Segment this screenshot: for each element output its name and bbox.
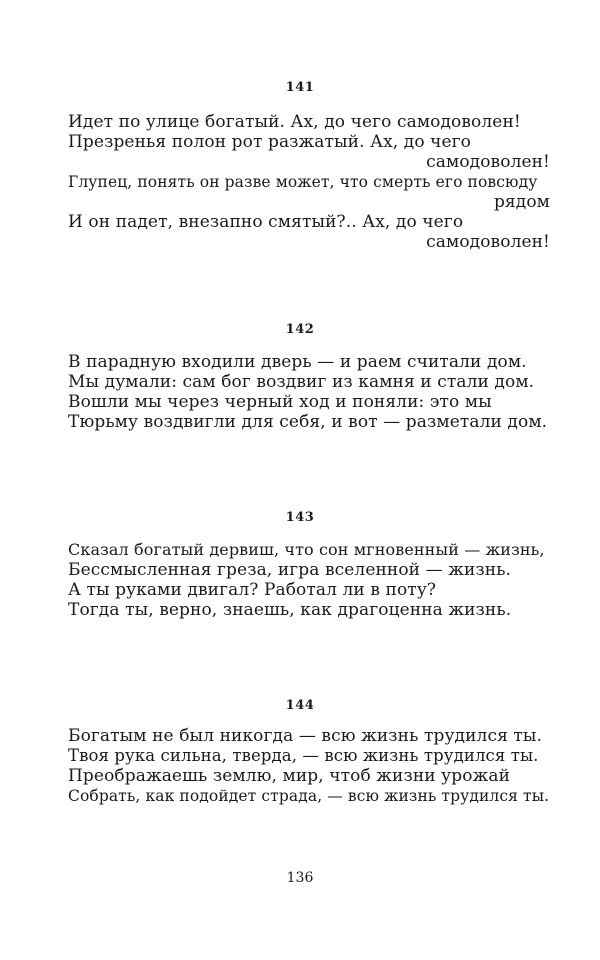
poem-line-continuation: самодоволен! <box>426 152 550 172</box>
poem-line: Богатым не был никогда — всю жизнь трудился ты. <box>68 726 543 746</box>
poem-line: Глупец, понять он разве может, что смерть его повсюду <box>68 173 538 191</box>
poem-line: Твоя рука сильна, тверда, — всю жизнь трудился ты. <box>68 746 539 765</box>
poem-line: Сказал богатый дервиш, что сон мгновенный — жизнь, <box>68 540 545 559</box>
poem-line: Тюрьму воздвигли для себя, и вот — разметали дом. <box>68 412 548 432</box>
poem-number-142: 142 <box>285 322 315 337</box>
poem-142-text <box>68 352 550 432</box>
page-number: 136 <box>286 870 314 886</box>
poem-line: Собрать, как подойдет страда, — всю жизнь трудился ты. <box>68 787 550 805</box>
poem-line: Презренья полон рот разжатый. Ах, до чего <box>68 132 472 152</box>
poem-line: Вошли мы через черный ход и поняли: это мы <box>68 392 492 412</box>
poem-number-141: 141 <box>285 80 315 95</box>
poem-line-continuation: рядом <box>493 192 550 212</box>
poem-141-text <box>68 112 550 252</box>
poem-line: Идет по улице богатый. Ах, до чего самодоволен! <box>68 112 521 132</box>
poem-line-continuation: самодоволен! <box>426 232 550 252</box>
poem-143-text <box>68 540 550 620</box>
poem-line: И он падет, внезапно смятый?.. Ах, до чего <box>68 212 464 232</box>
poem-number-144: 144 <box>285 698 315 713</box>
poem-line: В парадную входили дверь — и раем считали дом. <box>68 352 527 372</box>
poem-144-text <box>68 726 550 806</box>
poem-line: Преображаешь землю, мир, чтоб жизни урожай <box>68 766 511 786</box>
poem-line: А ты руками двигал? Работал ли в поту? <box>68 580 437 600</box>
poem-number-143: 143 <box>285 510 315 525</box>
poem-line: Тогда ты, верно, знаешь, как драгоценна жизнь. <box>68 600 512 620</box>
poem-line: Бессмысленная греза, игра вселенной — жизнь. <box>68 560 512 580</box>
poem-line: Мы думали: сам бог воздвиг из камня и стали дом. <box>68 372 535 392</box>
